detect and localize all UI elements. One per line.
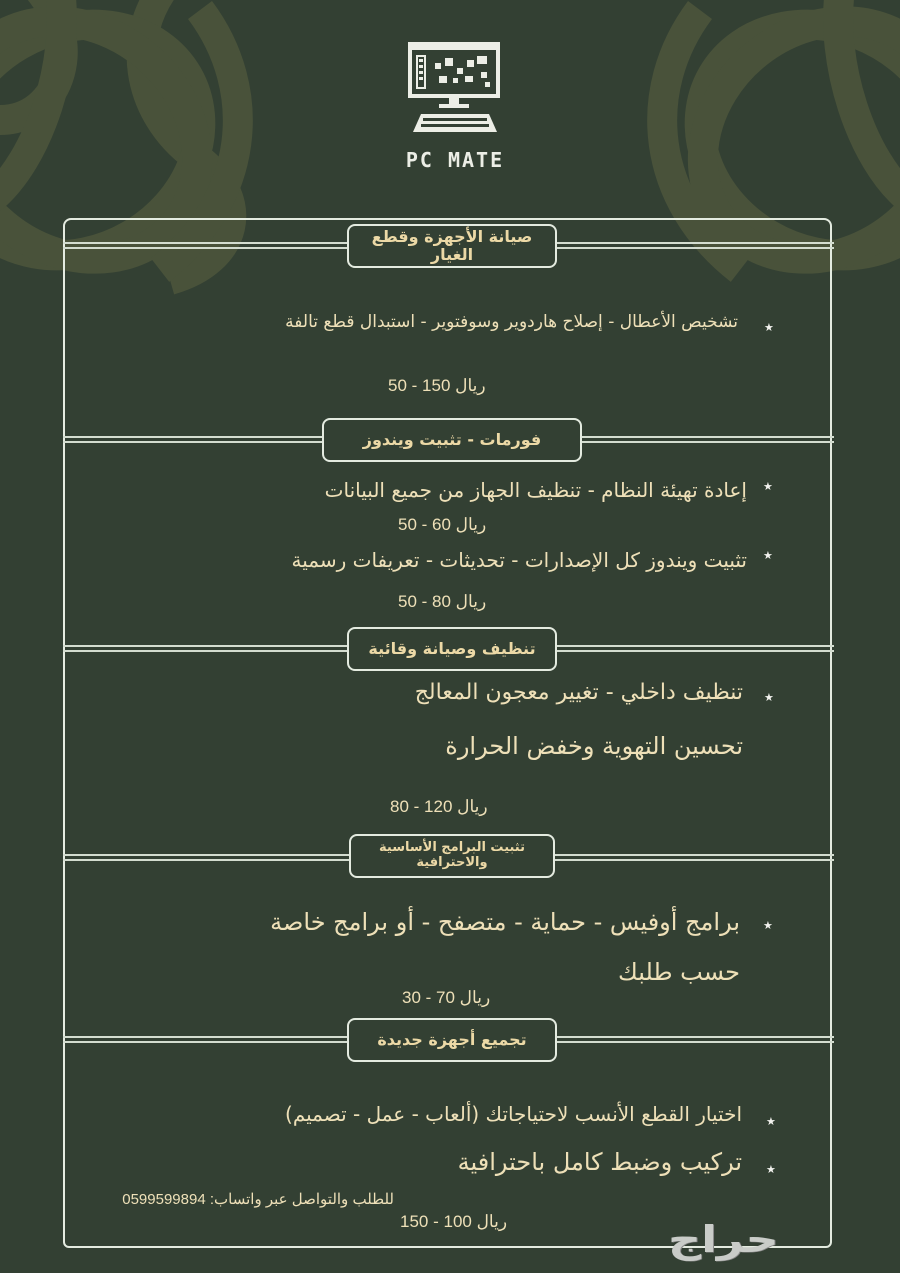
section-title-format-windows — [322, 418, 582, 462]
contact-phone: 0599599894 — [122, 1191, 206, 1208]
section-title-text: تنظيف وصيانة وقائية — [368, 638, 536, 658]
section-title-maintenance — [347, 224, 557, 268]
section-title-cleaning — [347, 627, 557, 671]
bullet-star-icon: ★ — [764, 691, 774, 704]
service-item: تنظيف داخلي - تغيير معجون المعالج — [414, 680, 743, 705]
service-item-line2: حسب طلبك — [618, 958, 740, 986]
service-item: برامج أوفيس - حماية - متصفح - أو برامج خاصة — [270, 908, 740, 936]
section-title-software — [349, 834, 555, 878]
service-price: ريال 70 - 30 — [402, 988, 491, 1007]
contact-label: للطلب والتواصل عبر واتساب: — [209, 1191, 394, 1208]
service-item: اختيار القطع الأنسب لاحتياجاتك (ألعاب - عمل - تصميم) — [285, 1102, 742, 1126]
section-title-text: تجميع أجهزة جديدة — [377, 1029, 527, 1049]
bullet-star-icon: ★ — [763, 919, 773, 932]
bullet-star-icon: ★ — [764, 321, 774, 334]
section-title-line2: والاحترافية — [416, 855, 488, 870]
service-item: إعادة تهيئة النظام - تنظيف الجهاز من جميع البيانات — [324, 478, 747, 502]
service-item: تركيب وضبط كامل باحترافية — [457, 1148, 742, 1176]
section-title-line1: تثبيت البرامج الأساسية — [379, 840, 525, 856]
brand-logo — [380, 38, 530, 188]
haraj-watermark: حراج — [668, 1217, 779, 1261]
bullet-star-icon: ★ — [763, 549, 773, 562]
bullet-star-icon: ★ — [766, 1163, 776, 1176]
bullet-star-icon: ★ — [766, 1115, 776, 1128]
whatsapp-contact — [122, 1190, 394, 1208]
service-price: ريال 100 - 150 — [400, 1212, 508, 1231]
service-price: ريال 60 - 50 — [398, 515, 487, 534]
service-price: ريال 120 - 80 — [390, 797, 488, 816]
service-item-line2: تحسين التهوية وخفض الحرارة — [445, 732, 743, 760]
service-item: تشخيص الأعطال - إصلاح هاردوير وسوفتوير - استبدال قطع تالفة — [285, 312, 738, 332]
service-item: تثبيت ويندوز كل الإصدارات - تحديثات - تعريفات رسمية — [291, 548, 747, 572]
section-title-text — [379, 841, 525, 871]
computer-monitor-keyboard-icon — [405, 38, 505, 138]
service-price: ريال 80 - 50 — [398, 592, 487, 611]
section-title-text: فورمات - تثبيت ويندوز — [362, 429, 542, 449]
section-title-new-builds — [347, 1018, 557, 1062]
section-title-text: صيانة الأجهزة وقطع الغيار — [371, 226, 533, 264]
brand-name: PC MATE — [405, 148, 505, 172]
service-price: ريال 150 - 50 — [388, 376, 486, 395]
bullet-star-icon: ★ — [763, 480, 773, 493]
